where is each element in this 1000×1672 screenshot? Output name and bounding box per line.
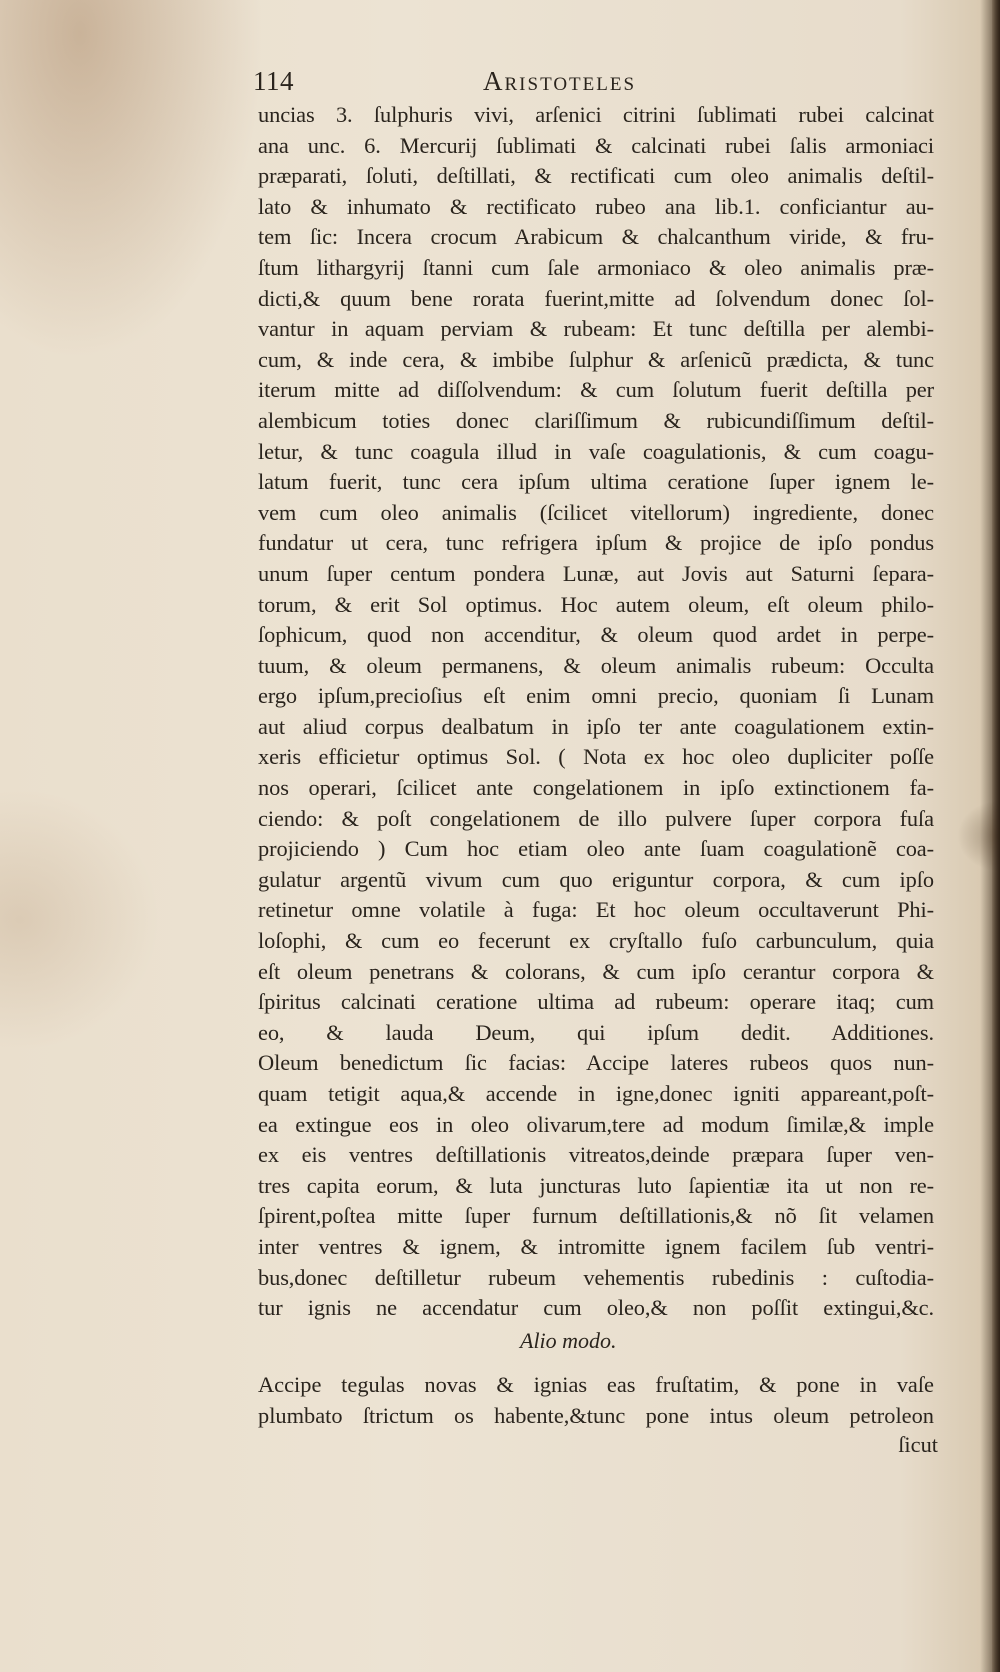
text-line: uncias 3. ſulphuris vivi, arſenici citrini ſublimati rubei calcinat: [258, 102, 934, 127]
page-edge: [992, 0, 1000, 1672]
text-line: alembicum toties donec clariſſimum & rubicundiſſimum deſtil-: [258, 407, 934, 433]
text-line: ſpiritus calcinati ceratione ultima ad rubeum: operare itaq; cum: [258, 989, 934, 1015]
text-line: aut aliud corpus dealbatum in ipſo ter ante coagulationem extin-: [258, 713, 934, 739]
page-number: 114: [253, 66, 294, 96]
text-line: eſt oleum penetrans & colorans, & cum ipſo cerantur corpora &: [258, 958, 934, 984]
text-line: ſpirent,poſtea mitte ſuper furnum deſtillationis,& nõ ſit velamen: [258, 1203, 934, 1229]
text-line: ſophicum, quod non accenditur, & oleum quod ardet in perpe-: [258, 622, 934, 648]
text-line: ſtum lithargyrij ſtanni cum ſale armoniaco & oleo animalis præ-: [258, 254, 934, 280]
text-line: iterum mitte ad diſſolvendum: & cum ſolutum fuerit deſtilla per: [258, 377, 934, 403]
text-line: plumbato ſtrictum os habente,&tunc pone intus oleum petroleon: [258, 1402, 934, 1428]
text-line: letur, & tunc coagula illud in vaſe coagulationis, & cum coagu-: [258, 438, 934, 464]
text-line: vantur in aquam perviam & rubeam: Et tunc deſtilla per alembi-: [258, 316, 934, 342]
text-line: ergo ipſum,precioſius eſt enim omni precio, quoniam ſi Lunam: [258, 683, 934, 709]
page-header: [253, 66, 753, 102]
text-line: projiciendo ) Cum hoc etiam oleo ante ſuam coagulationẽ coa-: [258, 836, 934, 862]
main-text: [258, 100, 934, 1324]
text-line: latum fuerit, tunc cera ipſum ultima ceratione ſuper ignem le-: [258, 469, 934, 495]
text-line: tem ſic: Incera crocum Arabicum & chalcanthum viride, & fru-: [258, 224, 934, 250]
text-line: dicti,& quum bene rorata fuerint,mitte ad ſolvendum donec ſol-: [258, 285, 934, 311]
text-line: tuum, & oleum permanens, & oleum animalis rubeum: Occulta: [258, 652, 934, 678]
text-line: Accipe tegulas novas & ignias eas fruſtatim, & pone in vaſe: [258, 1372, 934, 1397]
text-line: quam tetigit aqua,& accende in igne,donec igniti appareant,poſt-: [258, 1081, 934, 1106]
text-line: vem cum oleo animalis (ſcilicet vitellorum) ingrediente, donec: [258, 499, 934, 525]
running-title: Aristoteles: [483, 66, 637, 96]
text-line: lato & inhumato & rectificato rubeo ana lib.1. conficiantur au-: [258, 193, 934, 219]
text-line: fundatur ut cera, tunc refrigera ipſum & projice de ipſo pondus: [258, 530, 934, 556]
text-line: ea extingue eos in oleo olivarum,tere ad modum ſimilæ,& imple: [258, 1111, 934, 1137]
text-line: cum, & inde cera, & imbibe ſulphur & arſenicũ prædicta, & tunc: [258, 346, 934, 372]
catchword: ſicut: [898, 1432, 938, 1457]
section-heading: Alio modo.: [520, 1328, 617, 1353]
text-line: tur ignis ne accendatur cum oleo,& non poſſit extingui,&c.: [258, 1295, 934, 1321]
text-line: loſophi, & cum eo fecerunt ex cryſtallo fuſo carbunculum, quia: [258, 928, 934, 954]
text-line: xeris efficietur optimus Sol. ( Nota ex hoc oleo dupliciter poſſe: [258, 744, 934, 770]
text-line: unum ſuper centum pondera Lunæ, aut Jovis aut Saturni ſepara-: [258, 560, 934, 586]
text-line: gulatur argentũ vivum cum quo eriguntur corpora, & cum ipſo: [258, 866, 934, 892]
text-line: bus,donec deſtilletur rubeum vehementis rubedinis : cuſtodia-: [258, 1264, 934, 1290]
text-line: præparati, ſoluti, deſtillati, & rectificati cum oleo animalis deſtil-: [258, 163, 934, 189]
text-line: nos operari, ſcilicet ante congelationem in ipſo extinctionem fa-: [258, 775, 934, 801]
text-line: torum, & erit Sol optimus. Hoc autem oleum, eſt oleum philo-: [258, 591, 934, 617]
text-line: Oleum benedictum ſic facias: Accipe lateres rubeos quos nun-: [258, 1050, 934, 1076]
text-line: eo, & lauda Deum, qui ipſum dedit. Additiones.: [258, 1019, 934, 1045]
text-line: retinetur omne volatile à fuga: Et hoc oleum occultaverunt Phi-: [258, 897, 934, 923]
text-line: ciendo: & poſt congelationem de illo pulvere ſuper corpora fuſa: [258, 805, 934, 831]
section-text: [258, 1370, 934, 1431]
text-line: tres capita eorum, & luta juncturas luto ſapientiæ ita ut non re-: [258, 1172, 934, 1198]
text-line: ex eis ventres deſtillationis vitreatos,deinde præpara ſuper ven-: [258, 1142, 934, 1168]
text-line: ana unc. 6. Mercurij ſublimati & calcinati rubei ſalis armoniaci: [258, 132, 934, 158]
text-line: inter ventres & ignem, & intromitte ignem facilem ſub ventri-: [258, 1233, 934, 1259]
